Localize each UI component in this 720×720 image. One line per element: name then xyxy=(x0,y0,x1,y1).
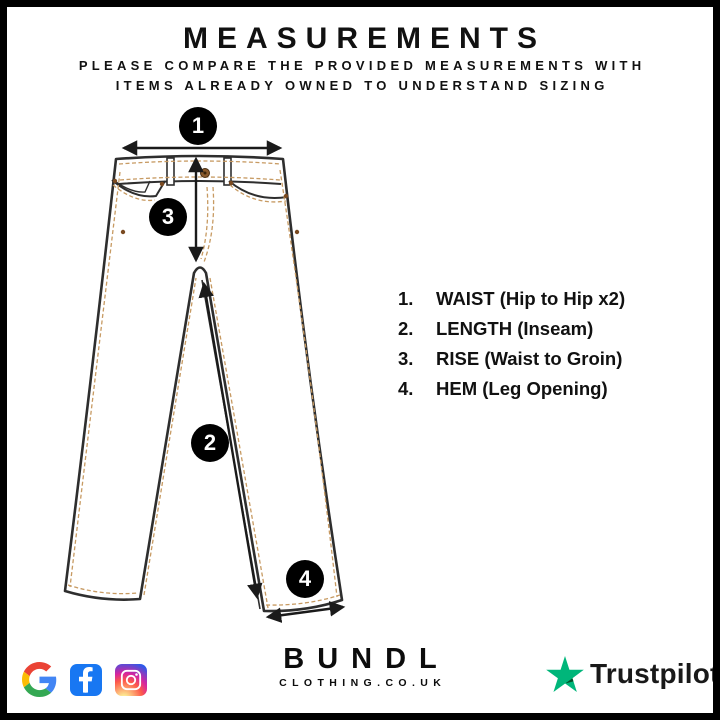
legend-number: 3. xyxy=(398,348,414,369)
legend-number: 4. xyxy=(398,378,414,399)
legend-item-rise xyxy=(398,348,625,378)
measurement-badge-waist: 1 xyxy=(179,107,217,145)
legend-number: 1. xyxy=(398,288,414,309)
page-title: MEASUREMENTS xyxy=(182,22,546,55)
legend-item-waist xyxy=(398,288,625,318)
brand-logo xyxy=(270,644,450,689)
trustpilot-star-icon xyxy=(546,656,584,692)
legend-label: RISE (Waist to Groin) xyxy=(436,348,623,369)
social-icons xyxy=(22,662,147,697)
measurement-legend xyxy=(398,288,625,408)
measurement-badge-length: 2 xyxy=(191,424,229,462)
brand-name: BUNDL xyxy=(283,643,450,675)
brand-domain: CLOTHING.CO.UK xyxy=(279,677,447,689)
google-icon xyxy=(22,662,57,697)
subtitle-line-2: ITEMS ALREADY OWNED TO UNDERSTAND SIZING xyxy=(115,78,609,93)
legend-label: WAIST (Hip to Hip x2) xyxy=(436,288,626,309)
subtitle-line-1: PLEASE COMPARE THE PROVIDED MEASUREMENTS WITH xyxy=(78,58,646,73)
jeans-diagram xyxy=(40,110,380,630)
jeans-illustration xyxy=(40,110,380,630)
facebook-icon xyxy=(70,664,102,696)
measurement-badge-hem: 4 xyxy=(286,560,324,598)
legend-label: HEM (Leg Opening) xyxy=(436,378,608,399)
trustpilot-logo xyxy=(546,656,720,692)
instagram-icon xyxy=(115,664,147,696)
legend-item-hem xyxy=(398,378,625,408)
measurement-badge-rise: 3 xyxy=(149,198,187,236)
trustpilot-label: Trustpilot xyxy=(590,658,720,689)
legend-label: LENGTH (Inseam) xyxy=(436,318,594,339)
legend-item-length xyxy=(398,318,625,348)
legend-number: 2. xyxy=(398,318,414,339)
